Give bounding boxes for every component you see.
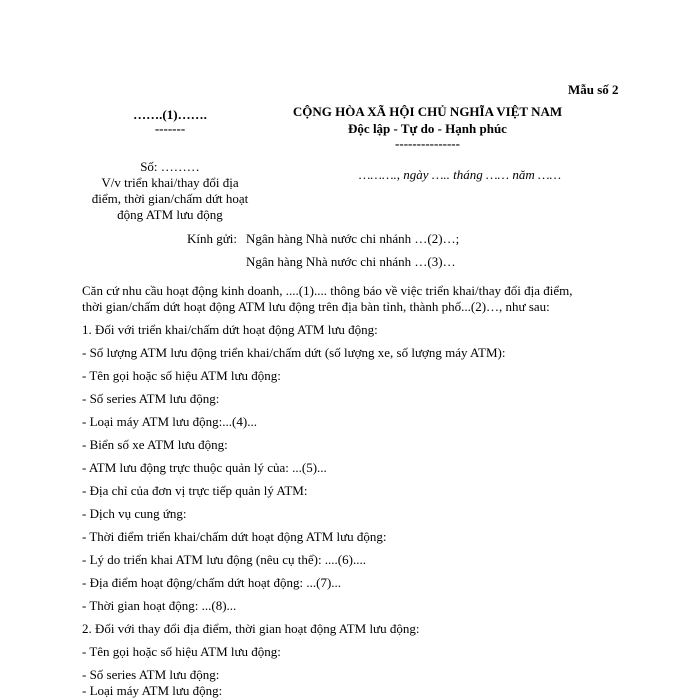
form-number: Mẫu số 2 — [568, 82, 619, 97]
subject-line-2: điểm, thời gian/chấm dứt hoạt — [91, 191, 249, 206]
document-number: Số: ……… — [140, 159, 200, 174]
subject-line-1: V/v triển khai/thay đổi địa — [101, 175, 239, 190]
list-item: - Tên gọi hoặc số hiệu ATM lưu động: — [82, 644, 281, 659]
list-item: - Biển số xe ATM lưu động: — [82, 437, 228, 452]
recipient-line-2: Ngân hàng Nhà nước chi nhánh …(3)… — [246, 254, 456, 269]
national-motto: Độc lập - Tự do - Hạnh phúc — [348, 121, 507, 136]
list-item: - Loại máy ATM lưu động: — [82, 683, 223, 698]
list-item: - Số series ATM lưu động: — [82, 667, 220, 682]
recipient-label: Kính gửi: — [187, 231, 238, 246]
list-item: - Tên gọi hoặc số hiệu ATM lưu động: — [82, 368, 281, 383]
date-line: ………., ngày ….. tháng …… năm …… — [358, 167, 562, 182]
list-item: - Lý do triển khai ATM lưu động (nêu cụ thể): ....(6).... — [82, 552, 366, 567]
issuing-org-divider: ------- — [154, 121, 186, 136]
issuing-org: …….(1)……. — [133, 107, 207, 122]
section-1-heading: 1. Đối với triển khai/chấm dứt hoạt động ATM lưu động: — [82, 322, 378, 337]
subject-line-3: động ATM lưu động — [117, 207, 223, 222]
list-item: - Địa điểm hoạt động/chấm dứt hoạt động: ...(7)... — [82, 575, 342, 590]
list-item: - Thời điểm triển khai/chấm dứt hoạt động ATM lưu động: — [82, 529, 387, 544]
country-name: CỘNG HÒA XÃ HỘI CHỦ NGHĨA VIỆT NAM — [292, 104, 563, 119]
intro-line-1: Căn cứ nhu cầu hoạt động kinh doanh, ....(1).... thông báo về việc triển khai/thay đổi địa điểm, — [82, 283, 573, 298]
list-item: - Số series ATM lưu động: — [82, 391, 220, 406]
list-item: - ATM lưu động trực thuộc quản lý của: ...(5)... — [82, 460, 327, 475]
list-item: - Thời gian hoạt động: ...(8)... — [82, 598, 237, 613]
list-item: - Địa chỉ của đơn vị trực tiếp quản lý ATM: — [82, 483, 308, 498]
list-item: - Số lượng ATM lưu động triển khai/chấm dứt (số lượng xe, số lượng máy ATM): — [82, 345, 506, 360]
list-item: - Dịch vụ cung ứng: — [82, 506, 187, 521]
list-item: - Loại máy ATM lưu động:...(4)... — [82, 414, 257, 429]
intro-line-2: thời gian/chấm dứt hoạt động ATM lưu động trên địa bàn tỉnh, thành phố...(2)…, như sau: — [82, 299, 550, 314]
recipient-line-1: Ngân hàng Nhà nước chi nhánh …(2)…; — [246, 231, 460, 246]
motto-divider: --------------- — [395, 136, 460, 151]
section-2-heading: 2. Đối với thay đổi địa điểm, thời gian hoạt động ATM lưu động: — [82, 621, 420, 636]
